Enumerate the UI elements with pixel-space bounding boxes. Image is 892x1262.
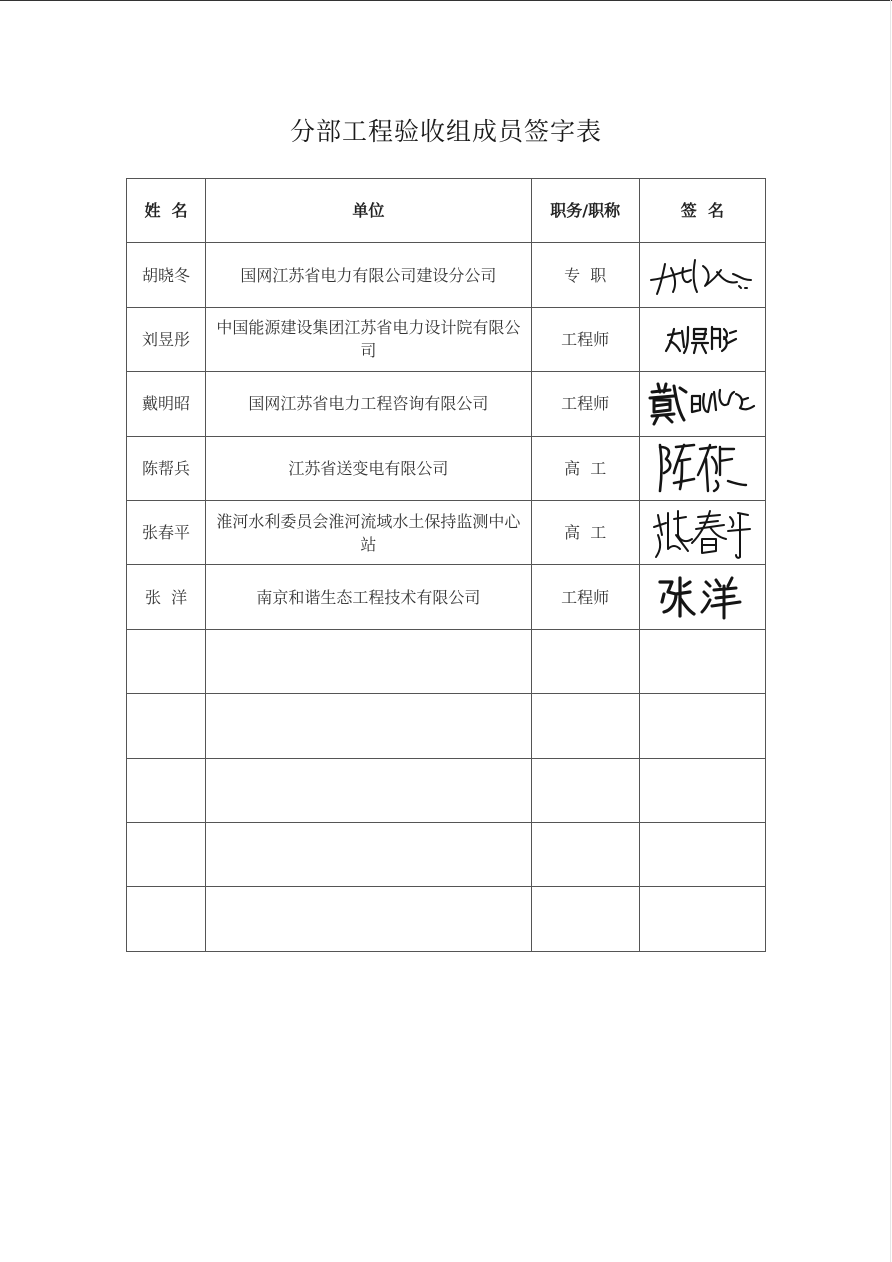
signature-image — [644, 378, 760, 430]
member-signature — [639, 307, 765, 371]
empty-cell — [127, 887, 206, 951]
empty-cell — [206, 758, 532, 822]
member-signature — [639, 500, 765, 564]
empty-cell — [531, 887, 639, 951]
empty-cell — [127, 694, 206, 758]
empty-table-row — [127, 629, 766, 693]
empty-cell — [206, 887, 532, 951]
empty-cell — [639, 822, 765, 886]
member-position: 工程师 — [531, 372, 639, 436]
empty-table-row — [127, 694, 766, 758]
member-name: 刘昱彤 — [127, 307, 206, 371]
empty-cell — [531, 758, 639, 822]
table-row — [127, 243, 766, 307]
signature-image — [662, 319, 742, 359]
member-signature — [639, 372, 765, 436]
member-unit: 国网江苏省电力工程咨询有限公司 — [206, 372, 532, 436]
member-unit: 国网江苏省电力有限公司建设分公司 — [206, 243, 532, 307]
table-row — [127, 565, 766, 629]
empty-cell — [639, 758, 765, 822]
table-row — [127, 307, 766, 371]
signature-image — [654, 439, 750, 497]
member-unit: 中国能源建设集团江苏省电力设计院有限公司 — [206, 307, 532, 371]
signature-image — [647, 250, 757, 300]
member-name: 张 洋 — [127, 565, 206, 629]
empty-cell — [206, 629, 532, 693]
member-signature — [639, 565, 765, 629]
member-unit: 淮河水利委员会淮河流域水土保持监测中心站 — [206, 500, 532, 564]
empty-cell — [127, 822, 206, 886]
member-position: 工程师 — [531, 307, 639, 371]
member-name: 张春平 — [127, 500, 206, 564]
signature-image — [652, 505, 752, 561]
member-name: 陈帮兵 — [127, 436, 206, 500]
header-unit: 单位 — [206, 179, 532, 243]
empty-cell — [206, 694, 532, 758]
member-position: 高 工 — [531, 500, 639, 564]
header-name: 姓 名 — [127, 179, 206, 243]
member-signature — [639, 436, 765, 500]
signature-image — [654, 572, 750, 622]
empty-cell — [639, 694, 765, 758]
page-title: 分部工程验收组成员签字表 — [289, 117, 602, 146]
member-unit: 南京和谐生态工程技术有限公司 — [206, 565, 532, 629]
member-unit: 江苏省送变电有限公司 — [206, 436, 532, 500]
top-border-line — [0, 0, 892, 1]
empty-cell — [639, 887, 765, 951]
member-position: 专 职 — [531, 243, 639, 307]
empty-cell — [127, 758, 206, 822]
member-name: 戴明昭 — [127, 372, 206, 436]
member-position: 高 工 — [531, 436, 639, 500]
signature-table — [126, 178, 766, 952]
member-name: 胡晓冬 — [127, 243, 206, 307]
empty-cell — [206, 822, 532, 886]
empty-cell — [531, 822, 639, 886]
table-row — [127, 436, 766, 500]
member-signature — [639, 243, 765, 307]
empty-table-row — [127, 822, 766, 886]
empty-cell — [639, 629, 765, 693]
header-signature: 签 名 — [639, 179, 765, 243]
empty-cell — [531, 694, 639, 758]
right-edge-line — [890, 0, 891, 1262]
header-position: 职务/职称 — [531, 179, 639, 243]
empty-cell — [127, 629, 206, 693]
table-row — [127, 500, 766, 564]
member-position: 工程师 — [531, 565, 639, 629]
empty-cell — [531, 629, 639, 693]
table-header-row — [127, 179, 766, 243]
empty-table-row — [127, 758, 766, 822]
table-row — [127, 372, 766, 436]
empty-table-row — [127, 887, 766, 951]
